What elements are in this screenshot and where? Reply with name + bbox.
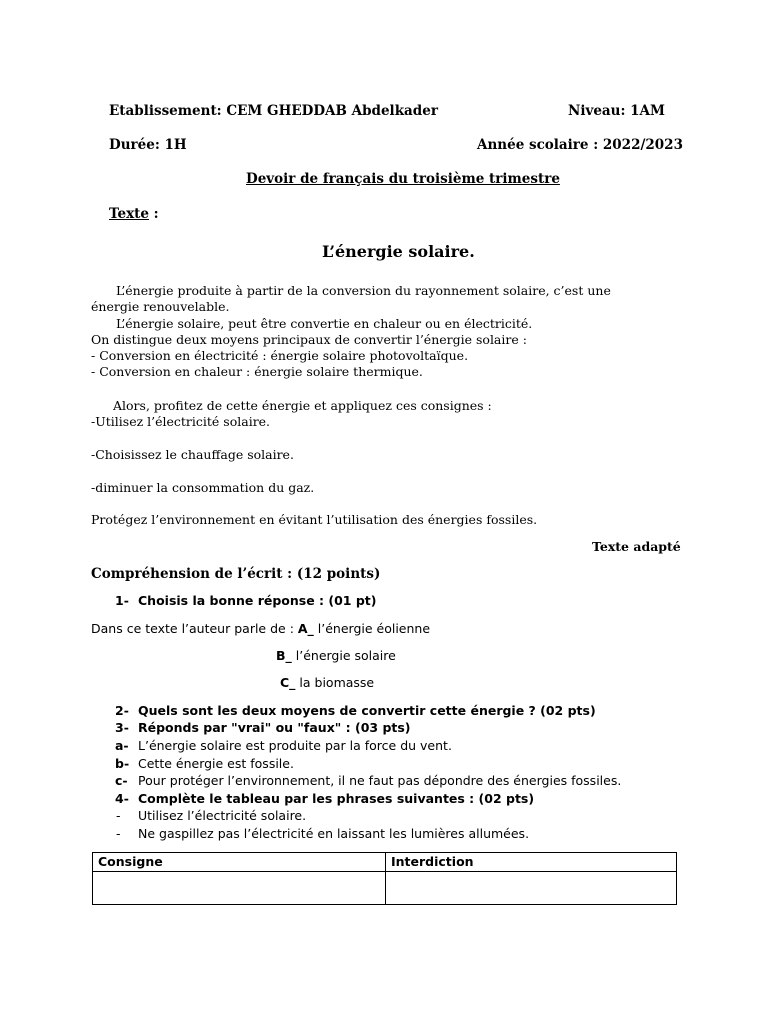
texte-colon: :: [148, 206, 159, 222]
text-line: On distingue deux moyens principaux de convertir l’énergie solaire :: [91, 332, 527, 347]
item-bullet: -: [116, 808, 121, 823]
question-4: Complète le tableau par les phrases suivantes : (02 pts): [138, 791, 535, 806]
item-letter: b-: [115, 756, 130, 771]
phrase-item: Ne gaspillez pas l’électricité en laissant les lumières allumées.: [138, 826, 530, 841]
question-number: 1-: [115, 593, 129, 608]
q1-option: [276, 648, 396, 663]
q1-option: [280, 675, 374, 690]
table-row: [93, 872, 677, 905]
interdiction-cell[interactable]: [386, 872, 677, 905]
comprehension-heading: Compréhension de l’écrit : (12 points): [91, 566, 381, 582]
annee-scolaire: Année scolaire : 2022/2023: [477, 137, 683, 153]
question-number: 2-: [115, 703, 129, 718]
text-line: L’énergie produite à partir de la conversion du rayonnement solaire, c’est une: [116, 283, 611, 298]
text-line: L’énergie solaire, peut être convertie en chaleur ou en électricité.: [116, 316, 533, 331]
devoir-title: Devoir de français du troisième trimestre: [246, 171, 560, 187]
text-line: Alors, profitez de cette énergie et appliquez ces consignes :: [113, 398, 492, 413]
option-letter: A_: [297, 621, 314, 636]
true-false-item: Cette énergie est fossile.: [138, 756, 294, 771]
option-text: la biomasse: [295, 675, 375, 690]
question-number: 3-: [115, 720, 129, 735]
text-line: - Conversion en chaleur : énergie solaire thermique.: [91, 364, 423, 379]
text-line: -diminuer la consommation du gaz.: [91, 480, 315, 495]
column-interdiction: Interdiction: [386, 853, 677, 872]
question-number: 4-: [115, 791, 129, 806]
text-line: Protégez l’environnement en évitant l’utilisation des énergies fossiles.: [91, 512, 538, 527]
text-line: - Conversion en électricité : énergie solaire photovoltaïque.: [91, 348, 469, 363]
column-consigne: Consigne: [93, 853, 386, 872]
question-3: Réponds par "vrai" ou "faux" : (03 pts): [138, 720, 411, 735]
text-source: Texte adapté: [592, 539, 681, 554]
true-false-item: Pour protéger l’environnement, il ne faut pas dépondre des énergies fossiles.: [138, 773, 622, 788]
niveau: Niveau: 1AM: [568, 103, 665, 119]
texte-label: Texte: [109, 206, 149, 222]
item-letter: c-: [115, 773, 128, 788]
question-1: Choisis la bonne réponse : (01 pt): [138, 593, 377, 608]
table-header-row: [93, 853, 677, 872]
duree: Durée: 1H: [109, 137, 187, 153]
text-line: énergie renouvelable.: [91, 299, 230, 314]
q1-intro-text: Dans ce texte l’auteur parle de :: [91, 621, 298, 636]
consigne-cell[interactable]: [93, 872, 386, 905]
texte-heading: [109, 206, 159, 222]
etablissement: Etablissement: CEM GHEDDAB Abdelkader: [109, 103, 438, 119]
answer-table: [92, 852, 677, 905]
item-bullet: -: [116, 826, 121, 841]
phrase-item: Utilisez l’électricité solaire.: [138, 808, 307, 823]
option-letter: B_: [276, 648, 292, 663]
true-false-item: L’énergie solaire est produite par la force du vent.: [138, 738, 452, 753]
option-text: l’énergie solaire: [291, 648, 396, 663]
text-line: -Choisissez le chauffage solaire.: [91, 447, 294, 462]
text-title: L’énergie solaire.: [322, 242, 475, 261]
q1-intro: [91, 621, 430, 636]
text-line: -Utilisez l’électricité solaire.: [91, 414, 271, 429]
item-letter: a-: [115, 738, 129, 753]
option-letter: C_: [280, 675, 296, 690]
option-text: l’énergie éolienne: [313, 621, 431, 636]
question-2: Quels sont les deux moyens de convertir cette énergie ? (02 pts): [138, 703, 596, 718]
